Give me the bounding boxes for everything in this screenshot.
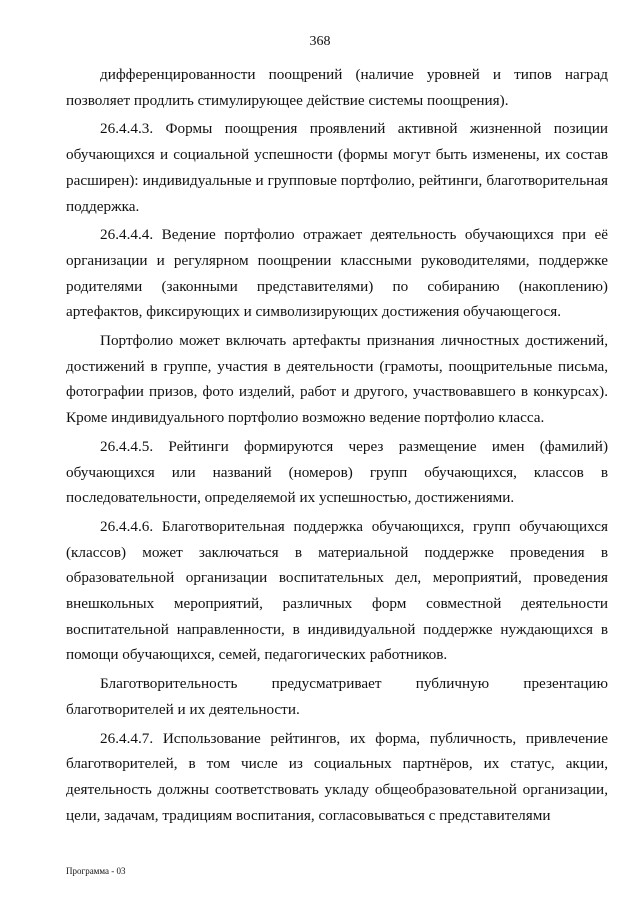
paragraph: 26.4.4.7. Использование рейтингов, их форма, публичность, привлечение благотворителей, в том числе из социальных партнёров, их статус, акции, деятельность должны соответствовать укладу общеобразовательной организации, цели, задачам, традициям воспитания, согласовываться с представителями [66, 729, 608, 824]
paragraph: 26.4.4.3. Формы поощрения проявлений активной жизненной позиции обучающихся и социальной успешности (формы могут быть изменены, их состав расширен): индивидуальные и групповые портфолио, рейтинги, благотворительная поддержка. [66, 120, 608, 215]
paragraph: 26.4.4.6. Благотворительная поддержка обучающихся, групп обучающихся (классов) может заключаться в материальной поддержке проведения в образовательной организации воспитательных дел, мероприятий, проведения внешкольных мероприятий, различных форм совместной деятельности воспитательной направленности, в индивидуальной поддержке нуждающихся в помощи обучающихся, семей, педагогических работников. [66, 517, 608, 664]
paragraph: 26.4.4.5. Рейтинги формируются через размещение имен (фамилий) обучающихся или названий (номеров) групп обучающихся, классов в последовательности, определяемой их успешностью, достижениями. [66, 437, 608, 507]
footer-label: Программа - 03 [66, 866, 126, 876]
paragraph: Благотворительность предусматривает публичную презентацию благотворителей и их деятельности. [66, 675, 608, 718]
paragraph: дифференцированности поощрений (наличие уровней и типов наград позволяет продлить стимулирующее действие системы поощрения). [66, 66, 608, 109]
page-number: 368 [309, 34, 331, 49]
paragraph: Портфолио может включать артефакты признания личностных достижений, достижений в группе, участия в деятельности (грамоты, поощрительные письма, фотографии призов, фото изделий, работ и другого, участвовавшего в конкурсах). Кроме индивидуального портфолио возможно ведение портфолио класса. [66, 332, 608, 427]
paragraph: 26.4.4.4. Ведение портфолио отражает деятельность обучающихся при её организации и регулярном поощрении классными руководителями, поддержке родителями (законными представителями) по собиранию (накоплению) артефактов, фиксирующих и символизирующих достижения обучающегося. [66, 226, 608, 321]
body-text [66, 62, 608, 831]
